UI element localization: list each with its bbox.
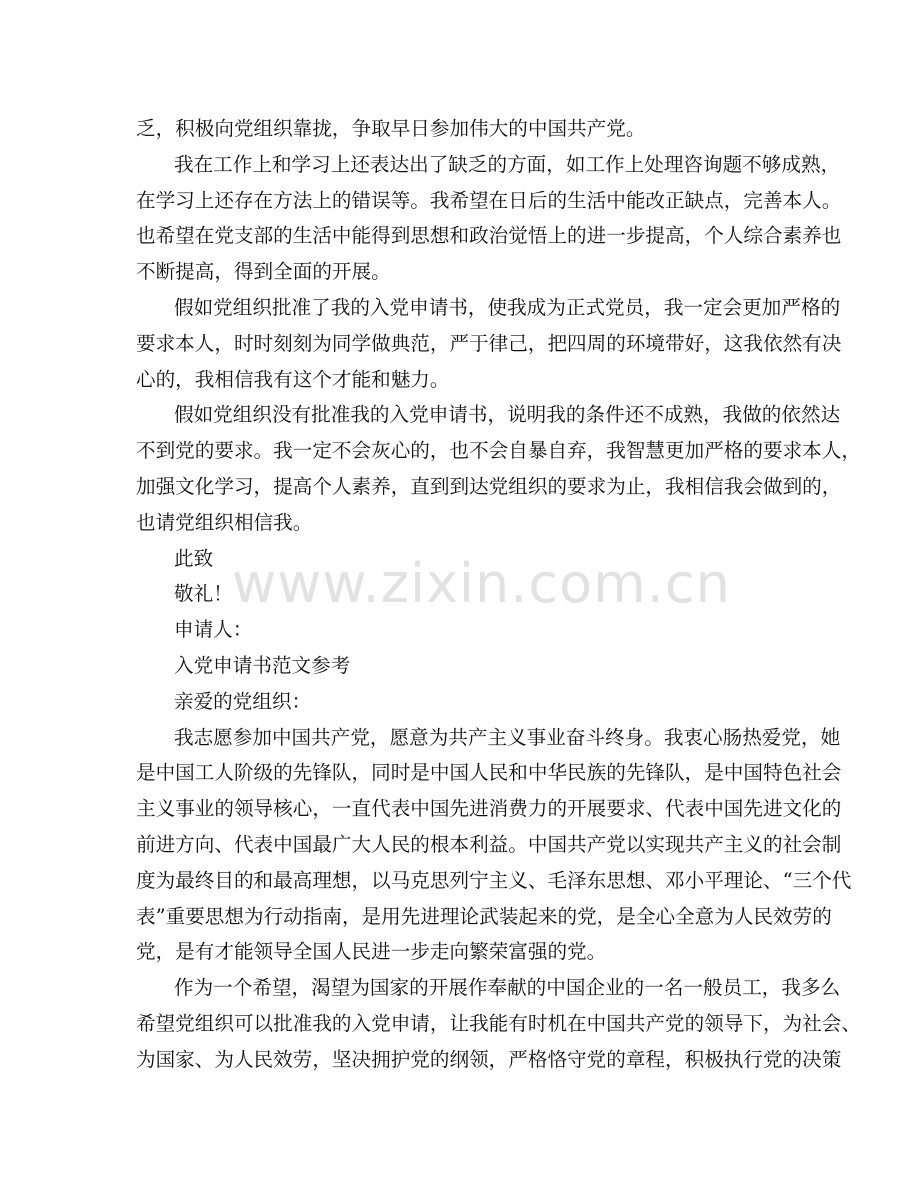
text-line: 入党申请书范文参考 (174, 653, 351, 677)
text-line: 假如党组织批准了我的入党申请书，使我成为正式党员，我一定会更加严格的 (174, 295, 841, 319)
text-line: 表”重要思想为行动指南，是用先进理论武装起来的党，是全心全意为人民效劳的 (136, 904, 832, 928)
text-line: 前进方向、代表中国最广大人民的根本利益。中国共产党以实现共产主义的社会制 (136, 832, 842, 856)
text-line: 不断提高，得到全面的开展。 (136, 260, 391, 284)
text-line: 亲爱的党组织： (174, 689, 312, 713)
text-line: 党，是有才能领导全国人民进一步走向繁荣富强的党。 (136, 940, 607, 964)
text-line: 加强文化学习，提高个人素养，直到到达党组织的要求为止，我相信我会做到的， (136, 474, 842, 498)
text-line: 申请人： (174, 618, 253, 642)
text-line: 我在工作上和学习上还表达出了缺乏的方面，如工作上处理咨询题不够成熟， (174, 152, 841, 176)
text-line: 此致 (174, 546, 214, 570)
text-line: 要求本人，时时刻刻为同学做典范，严于律己，把四周的环境带好，这我依然有决 (136, 331, 842, 355)
text-line: 心的，我相信我有这个才能和魅力。 (136, 367, 450, 391)
text-line: 假如党组织没有批准我的入党申请书，说明我的条件还不成熟，我做的依然达 (174, 403, 841, 427)
text-line: 希望党组织可以批准我的入党申请，让我能有时机在中国共产党的领导下，为社会、 (136, 1011, 861, 1035)
text-line: 也请党组织相信我。 (136, 510, 313, 534)
text-line: 作为一个希望，渴望为国家的开展作奉献的中国企业的一名一般员工，我多么 (174, 976, 841, 1000)
text-line: 度为最终目的和最高理想，以马克思列宁主义、毛泽东思想、邓小平理论、“三个代 (136, 868, 852, 892)
text-line: 敬礼！ (174, 582, 233, 606)
watermark: www.zixin.com.cn (232, 552, 731, 615)
text-line: 我志愿参加中国共产党，愿意为共产主义事业奋斗终身。我衷心肠热爱党，她 (174, 725, 841, 749)
text-line: 是中国工人阶级的先锋队，同时是中国人民和中华民族的先锋队，是中国特色社会 (136, 761, 842, 785)
text-line: 也希望在党支部的生活中能得到思想和政治觉悟上的进一步提高，个人综合素养也 (136, 224, 842, 248)
text-line: 在学习上还存在方法上的错误等。我希望在日后的生活中能改正缺点，完善本人。 (136, 188, 842, 212)
text-line: 不到党的要求。我一定不会灰心的，也不会自暴自弃，我智慧更加严格的要求本人， (136, 439, 861, 463)
text-line: 为国家、为人民效劳，坚决拥护党的纲领，严格恪守党的章程，积极执行党的决策 (136, 1047, 842, 1071)
text-line: 主义事业的领导核心，一直代表中国先进消费力的开展要求、代表中国先进文化的 (136, 797, 842, 821)
text-line: 乏，积极向党组织靠拢，争取早日参加伟大的中国共产党。 (136, 117, 646, 140)
